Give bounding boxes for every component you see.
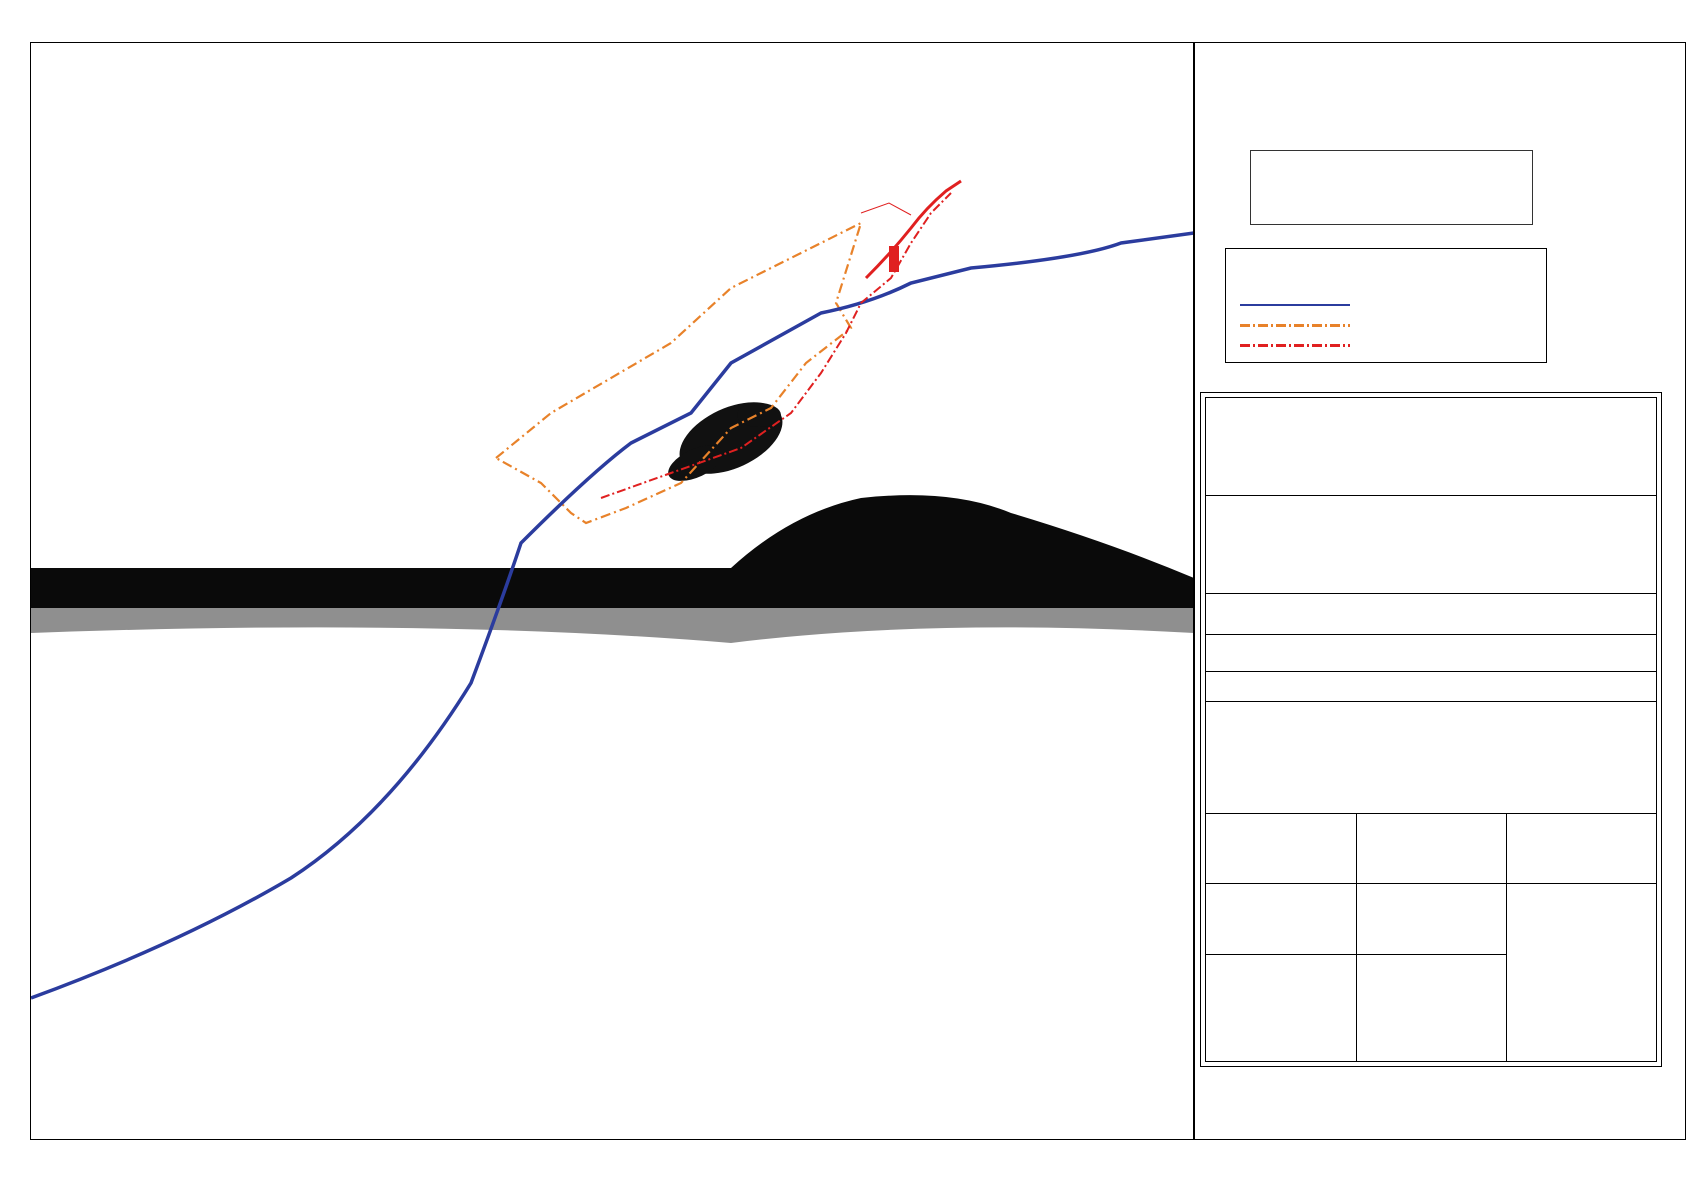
team-section	[1206, 702, 1656, 814]
sewer-main	[601, 193, 951, 498]
study-section	[1206, 496, 1656, 594]
sewer-swatch	[1240, 344, 1350, 347]
legend-item-boundary	[1240, 318, 1364, 332]
legend-item-road	[1240, 298, 1364, 312]
legend-item-sewer	[1240, 338, 1364, 352]
scale-row	[1206, 672, 1656, 702]
topographic-map[interactable]	[31, 43, 1194, 1139]
dark-ridge	[31, 495, 1194, 608]
signature-row	[1206, 884, 1656, 1059]
map-divider	[1193, 42, 1195, 1140]
drawing-title-section	[1206, 594, 1656, 634]
dark-ridge-fringe	[31, 608, 1194, 643]
col-divider-2	[1506, 814, 1507, 1061]
authority-section	[1206, 398, 1656, 496]
stream	[866, 181, 961, 278]
signature-header-row	[1206, 814, 1656, 884]
village-buildings	[663, 388, 794, 489]
road-swatch	[1240, 304, 1350, 306]
col-divider-1	[1356, 814, 1357, 1061]
drawing-subtitle-section	[1206, 634, 1656, 672]
title-block	[1205, 397, 1657, 1062]
treatment-plant	[889, 246, 899, 272]
map-legend	[1225, 248, 1547, 363]
reduction-stamp	[1250, 150, 1533, 225]
map-canvas	[31, 43, 1194, 1139]
boundary-swatch	[1240, 324, 1350, 327]
